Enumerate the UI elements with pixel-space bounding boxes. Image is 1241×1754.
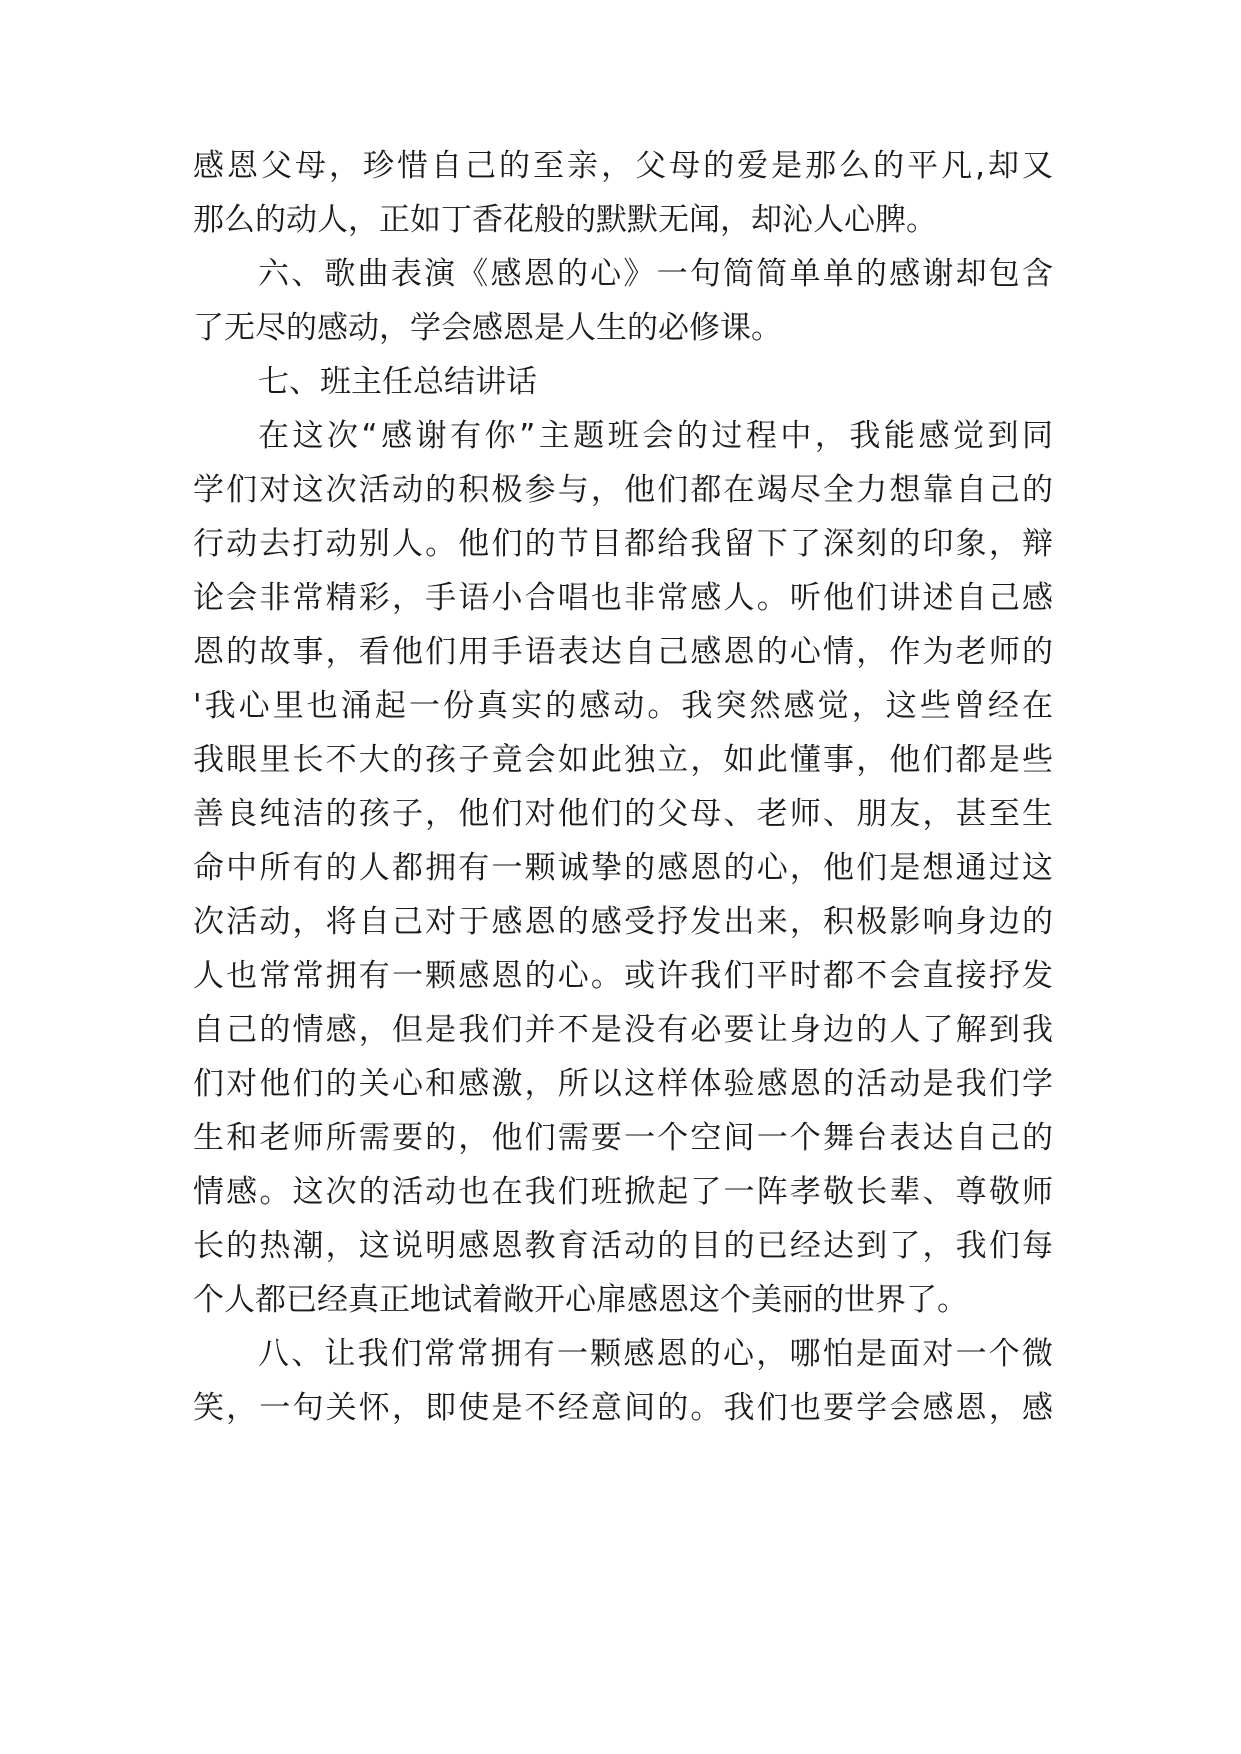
text-line: 生和老师所需要的，他们需要一个空间一个舞台表达自己的 — [193, 1120, 1053, 1156]
text-line: 们对他们的关心和感激，所以这样体验感恩的活动是我们学 — [193, 1066, 1053, 1102]
text-line: 自己的情感，但是我们并不是没有必要让身边的人了解到我 — [193, 1012, 1053, 1048]
text-line: 情感。这次的活动也在我们班掀起了一阵孝敬长辈、尊敬师 — [193, 1174, 1053, 1210]
text-line: 在这次“感谢有你”主题班会的过程中，我能感觉到同 — [258, 418, 1053, 454]
text-line: 论会非常精彩，手语小合唱也非常感人。听他们讲述自己感 — [193, 580, 1053, 616]
text-line: 善良纯洁的孩子，他们对他们的父母、老师、朋友，甚至生 — [193, 796, 1053, 832]
text-line: 个人都已经真正地试着敞开心扉感恩这个美丽的世界了。 — [193, 1282, 968, 1318]
text-line: 笑，一句关怀，即使是不经意间的。我们也要学会感恩，感 — [193, 1390, 1053, 1426]
text-line: 感恩父母，珍惜自己的至亲，父母的爱是那么的平凡,却又 — [193, 148, 1053, 184]
text-line: 八、让我们常常拥有一颗感恩的心，哪怕是面对一个微 — [258, 1336, 1053, 1372]
text-line: 恩的故事，看他们用手语表达自己感恩的心情，作为老师的 — [193, 634, 1053, 670]
text-line: 人也常常拥有一颗感恩的心。或许我们平时都不会直接抒发 — [193, 958, 1053, 994]
section-heading: 七、班主任总结讲话 — [258, 364, 537, 400]
text-line: 那么的动人，正如丁香花般的默默无闻，却沁人心脾。 — [193, 202, 937, 238]
text-line: 六、歌曲表演《感恩的心》一句简简单单的感谢却包含 — [258, 256, 1053, 292]
text-line: 行动去打动别人。他们的节目都给我留下了深刻的印象，辩 — [193, 526, 1053, 562]
text-line: 命中所有的人都拥有一颗诚挚的感恩的心，他们是想通过这 — [193, 850, 1053, 886]
text-line: 了无尽的感动，学会感恩是人生的必修课。 — [193, 310, 782, 346]
text-line: 长的热潮，这说明感恩教育活动的目的已经达到了，我们每 — [193, 1228, 1053, 1264]
text-line: 学们对这次活动的积极参与，他们都在竭尽全力想靠自己的 — [193, 472, 1053, 508]
text-line: 次活动，将自己对于感恩的感受抒发出来，积极影响身边的 — [193, 904, 1053, 940]
text-line: '我心里也涌起一份真实的感动。我突然感觉，这些曾经在 — [193, 688, 1053, 724]
text-line: 我眼里长不大的孩子竟会如此独立，如此懂事，他们都是些 — [193, 742, 1053, 778]
